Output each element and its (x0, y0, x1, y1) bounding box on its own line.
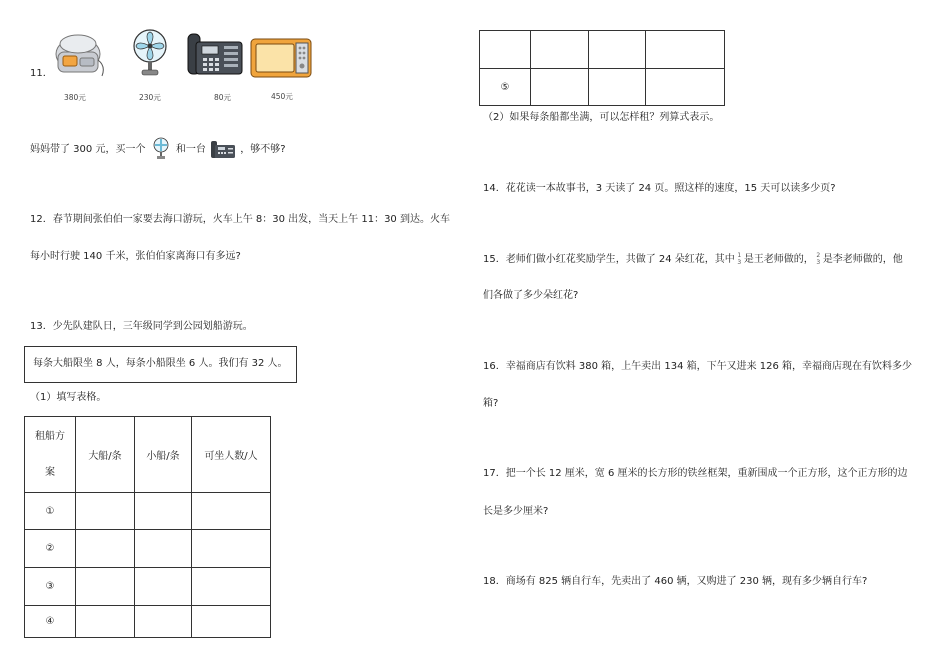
q13-info-box (24, 346, 297, 383)
table-row (25, 568, 271, 606)
cell-capacity[interactable] (192, 493, 271, 530)
fraction-denominator: 3 (737, 259, 742, 266)
cell-capacity[interactable] (646, 69, 725, 106)
microwave-icon (250, 38, 312, 80)
q15-line1-b: 是王老师做的， (743, 254, 814, 265)
q11-question-part3: ，够不够? (240, 144, 286, 155)
q13-table (24, 416, 271, 638)
q13-part2: （2）如果每条船都坐满，可以怎样租？列算式表示。 (483, 112, 720, 123)
q17-line1: 17．把一个长 12 厘米，宽 6 厘米的长方形的铁丝框架，重新围成一个正方形，这个正方形的边 (483, 468, 908, 479)
row-label: ③ (25, 568, 76, 606)
header-capacity: 可坐人数/人 (192, 417, 271, 493)
table-header-row (25, 417, 271, 493)
cell-capacity[interactable] (192, 568, 271, 606)
fan-icon (130, 28, 170, 80)
microwave-price: 450元 (271, 92, 293, 101)
q12-line1: 12．春节期间张伯伯一家要去海口游玩，火车上午 8：30 出发，当天上午 11：30 到达。火车 (30, 214, 450, 225)
small-telephone-icon (210, 139, 236, 159)
header-plan (25, 417, 76, 493)
q15-line1 (483, 252, 903, 267)
q15-line1-a: 15．老师们做小红花奖励学生，共做了 24 朵红花，其中 (483, 254, 735, 265)
q11-question-part1: 妈妈带了 300 元，买一个 (30, 144, 146, 155)
small-fan-icon (151, 137, 171, 161)
cell-small-boat[interactable] (135, 568, 192, 606)
fraction-numerator: 2 (816, 252, 821, 259)
row-label: ① (25, 493, 76, 530)
q11-number: 11． (30, 68, 53, 79)
fan-price: 230元 (139, 93, 161, 102)
cell-big-boat[interactable] (76, 606, 135, 638)
q13-part1: （1）填写表格。 (30, 392, 107, 403)
cell-capacity[interactable] (192, 530, 271, 568)
q17-line2: 长是多少厘米? (483, 506, 549, 517)
q16-line2: 箱? (483, 398, 499, 409)
q13-table-continued (479, 30, 725, 106)
telephone-icon (186, 30, 244, 76)
cell-blank[interactable] (589, 31, 646, 69)
header-small-boat: 小船/条 (135, 417, 192, 493)
q18-text: 18．商场有 825 辆自行车，先卖出了 460 辆，又购进了 230 辆，现有多少辆自行车? (483, 576, 868, 587)
row-label: ⑤ (480, 69, 531, 106)
cell-blank[interactable] (646, 31, 725, 69)
q15-line2: 们各做了多少朵红花? (483, 290, 579, 301)
table-row (480, 69, 725, 106)
cell-big-boat[interactable] (76, 493, 135, 530)
cell-blank[interactable] (531, 31, 589, 69)
fraction-one-third (735, 252, 744, 266)
q16-line1: 16．幸福商店有饮料 380 箱，上午卖出 134 箱，下午又进来 126 箱，幸福商店现在有饮料多少 (483, 361, 913, 372)
rice-cooker-icon (50, 30, 106, 80)
cell-big-boat[interactable] (531, 69, 589, 106)
q15-line1-c: 是李老师做的，他 (822, 254, 903, 265)
fraction-denominator: 3 (816, 259, 821, 266)
cell-big-boat[interactable] (76, 530, 135, 568)
q12-line2: 每小时行驶 140 千米，张伯伯家离海口有多远? (30, 251, 241, 262)
table-row (25, 606, 271, 638)
q14-text: 14．花花读一本故事书，3 天读了 24 页。照这样的速度，15 天可以读多少页? (483, 183, 836, 194)
fraction-numerator: 1 (737, 252, 742, 259)
table-row (480, 31, 725, 69)
cell-blank[interactable] (480, 31, 531, 69)
fraction-two-thirds (814, 252, 823, 266)
row-label: ④ (25, 606, 76, 638)
header-plan-line1: 租船方 (35, 430, 65, 442)
row-label: ② (25, 530, 76, 568)
header-plan-line2: 案 (45, 466, 55, 478)
q13-intro: 13．少先队建队日，三年级同学到公园划船游玩。 (30, 321, 253, 332)
q13-info-text: 每条大船限坐 8 人，每条小船限坐 6 人。我们有 32 人。 (33, 358, 288, 369)
cell-small-boat[interactable] (589, 69, 646, 106)
q11-question-part2: 和一台 (175, 144, 206, 155)
table-row (25, 530, 271, 568)
cell-small-boat[interactable] (135, 493, 192, 530)
q11-question (30, 137, 286, 161)
cell-big-boat[interactable] (76, 568, 135, 606)
rice-cooker-price: 380元 (64, 93, 86, 102)
header-big-boat: 大船/条 (76, 417, 135, 493)
telephone-price: 80元 (214, 93, 232, 102)
cell-small-boat[interactable] (135, 606, 192, 638)
cell-capacity[interactable] (192, 606, 271, 638)
cell-small-boat[interactable] (135, 530, 192, 568)
table-row (25, 493, 271, 530)
